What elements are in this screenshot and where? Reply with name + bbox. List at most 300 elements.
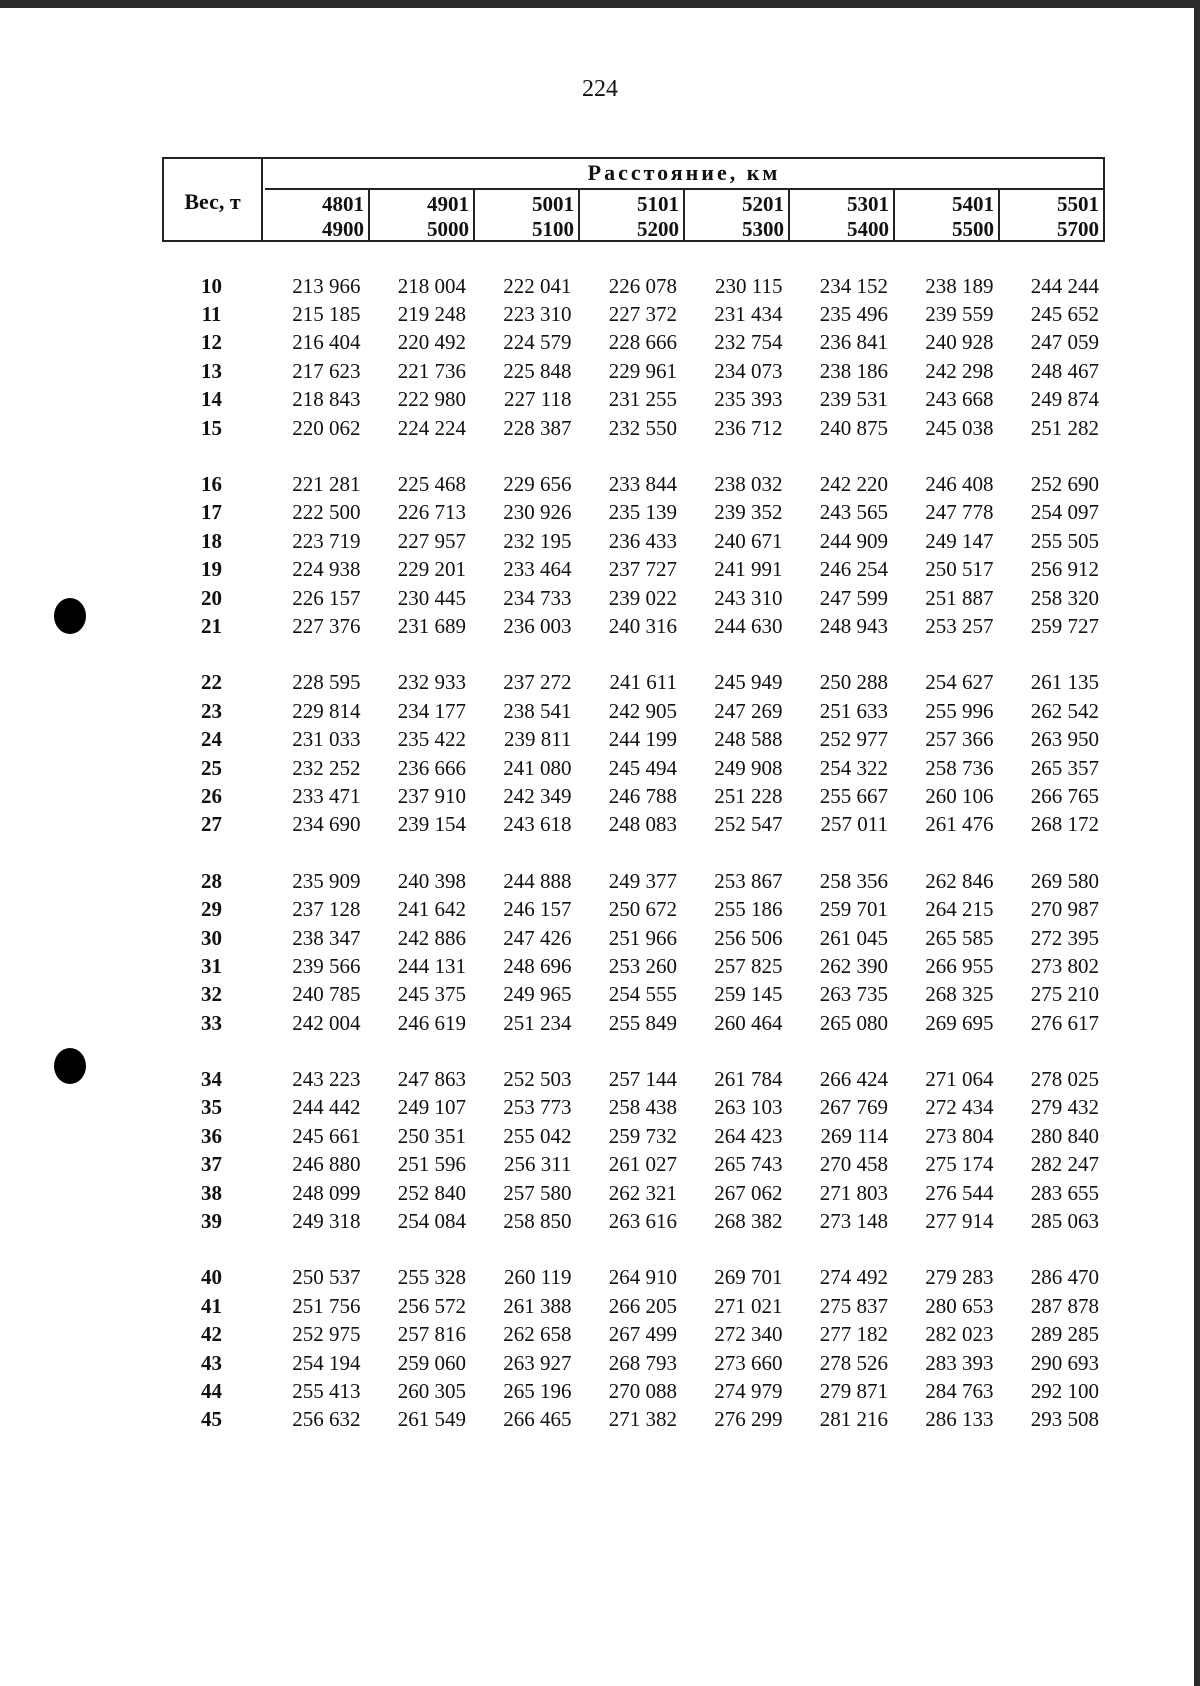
price-cell: 290 693 <box>1030 1350 1099 1375</box>
price-cell: 227 957 <box>397 528 466 553</box>
row-group <box>162 1264 1105 1434</box>
price-cell: 233 464 <box>503 557 572 582</box>
price-cell: 258 320 <box>1030 585 1099 610</box>
price-cell: 256 572 <box>397 1293 466 1318</box>
weight-cell: 19 <box>201 557 222 582</box>
price-cell: 222 500 <box>292 500 361 525</box>
weight-column-header: Вес, т <box>164 159 263 240</box>
table-row <box>162 1349 1105 1377</box>
table-row <box>162 612 1105 640</box>
weight-cell: 43 <box>201 1350 222 1375</box>
price-cell: 227 118 <box>504 387 572 412</box>
price-cell: 262 658 <box>503 1322 572 1347</box>
weight-cell: 20 <box>201 585 222 610</box>
price-cell: 246 157 <box>503 897 572 922</box>
table-row <box>162 329 1105 357</box>
price-cell: 244 199 <box>608 727 677 752</box>
price-cell: 250 517 <box>925 557 994 582</box>
table-row <box>162 1264 1105 1292</box>
price-cell: 244 630 <box>714 613 783 638</box>
price-cell: 255 849 <box>608 1010 677 1035</box>
price-cell: 243 565 <box>819 500 888 525</box>
price-cell: 239 154 <box>397 812 466 837</box>
price-cell: 259 727 <box>1030 613 1099 638</box>
price-cell: 249 908 <box>714 755 783 780</box>
price-cell: 255 186 <box>714 897 783 922</box>
price-cell: 249 107 <box>397 1095 466 1120</box>
range-from: 5001 <box>532 192 574 216</box>
price-cell: 241 611 <box>609 670 677 695</box>
table-header <box>162 157 1105 242</box>
price-cell: 235 496 <box>819 302 888 327</box>
price-cell: 246 788 <box>608 783 677 808</box>
table-row <box>162 952 1105 980</box>
price-cell: 239 531 <box>819 387 888 412</box>
weight-cell: 23 <box>201 698 222 723</box>
price-cell: 269 695 <box>925 1010 994 1035</box>
row-group <box>162 867 1105 1037</box>
price-cell: 254 322 <box>819 755 888 780</box>
price-cell: 257 366 <box>925 727 994 752</box>
price-cell: 252 503 <box>503 1067 572 1092</box>
price-cell: 231 255 <box>608 387 677 412</box>
weight-cell: 36 <box>201 1123 222 1148</box>
price-cell: 286 470 <box>1030 1265 1099 1290</box>
price-cell: 237 727 <box>608 557 677 582</box>
price-cell: 268 793 <box>608 1350 677 1375</box>
price-cell: 255 505 <box>1030 528 1099 553</box>
price-cell: 255 413 <box>292 1378 361 1403</box>
price-cell: 257 580 <box>503 1180 572 1205</box>
price-cell: 277 914 <box>925 1209 994 1234</box>
distance-range-header <box>265 190 370 240</box>
weight-cell: 28 <box>201 868 222 893</box>
weight-cell: 33 <box>201 1010 222 1035</box>
price-cell: 239 811 <box>504 727 572 752</box>
weight-cell: 37 <box>201 1152 222 1177</box>
price-cell: 251 756 <box>292 1293 361 1318</box>
price-cell: 273 660 <box>714 1350 783 1375</box>
price-cell: 239 352 <box>714 500 783 525</box>
price-cell: 254 555 <box>608 982 677 1007</box>
price-cell: 246 880 <box>292 1152 361 1177</box>
price-cell: 236 712 <box>714 415 783 440</box>
price-cell: 271 803 <box>819 1180 888 1205</box>
price-cell: 225 848 <box>503 358 572 383</box>
price-cell: 252 840 <box>397 1180 466 1205</box>
price-cell: 247 599 <box>819 585 888 610</box>
price-cell: 234 733 <box>503 585 572 610</box>
price-cell: 235 139 <box>608 500 677 525</box>
price-cell: 262 390 <box>819 953 888 978</box>
table-row <box>162 414 1105 442</box>
price-cell: 261 476 <box>925 812 994 837</box>
weight-cell: 14 <box>201 387 222 412</box>
price-cell: 233 471 <box>292 783 361 808</box>
price-cell: 271 021 <box>714 1293 783 1318</box>
price-cell: 227 376 <box>292 613 361 638</box>
price-cell: 226 713 <box>397 500 466 525</box>
price-cell: 264 910 <box>608 1265 677 1290</box>
price-cell: 249 377 <box>608 868 677 893</box>
price-cell: 223 719 <box>292 528 361 553</box>
weight-cell: 32 <box>201 982 222 1007</box>
price-cell: 257 144 <box>608 1067 677 1092</box>
price-cell: 265 585 <box>925 925 994 950</box>
price-cell: 260 106 <box>925 783 994 808</box>
price-cell: 240 785 <box>292 982 361 1007</box>
price-cell: 269 580 <box>1030 868 1099 893</box>
price-cell: 274 492 <box>819 1265 888 1290</box>
row-group <box>162 470 1105 640</box>
price-cell: 245 494 <box>608 755 677 780</box>
price-cell: 235 422 <box>397 727 466 752</box>
price-cell: 224 579 <box>503 330 572 355</box>
price-cell: 258 850 <box>503 1209 572 1234</box>
price-cell: 287 878 <box>1030 1293 1099 1318</box>
price-cell: 240 671 <box>714 528 783 553</box>
table-row <box>162 1065 1105 1093</box>
price-cell: 272 434 <box>925 1095 994 1120</box>
price-cell: 281 216 <box>819 1407 888 1432</box>
price-cell: 236 003 <box>503 613 572 638</box>
price-cell: 280 840 <box>1030 1123 1099 1148</box>
price-cell: 239 566 <box>292 953 361 978</box>
table-row <box>162 981 1105 1009</box>
price-cell: 242 905 <box>608 698 677 723</box>
price-cell: 244 909 <box>819 528 888 553</box>
price-cell: 253 867 <box>714 868 783 893</box>
price-cell: 242 886 <box>397 925 466 950</box>
price-cell: 253 773 <box>503 1095 572 1120</box>
price-cell: 258 438 <box>608 1095 677 1120</box>
price-cell: 232 195 <box>503 528 572 553</box>
price-cell: 248 083 <box>608 812 677 837</box>
weight-cell: 17 <box>201 500 222 525</box>
price-cell: 261 027 <box>608 1152 677 1177</box>
weight-cell: 21 <box>201 613 222 638</box>
price-cell: 256 912 <box>1030 557 1099 582</box>
price-cell: 260 305 <box>397 1378 466 1403</box>
weight-cell: 42 <box>201 1322 222 1347</box>
table-row <box>162 697 1105 725</box>
distance-range-header <box>895 190 1000 240</box>
price-cell: 254 194 <box>292 1350 361 1375</box>
price-cell: 279 432 <box>1030 1095 1099 1120</box>
price-cell: 240 875 <box>819 415 888 440</box>
range-to: 5100 <box>532 217 574 241</box>
table-row <box>162 1009 1105 1037</box>
price-cell: 282 247 <box>1030 1152 1099 1177</box>
price-cell: 263 103 <box>714 1095 783 1120</box>
price-cell: 244 131 <box>397 953 466 978</box>
price-cell: 251 234 <box>503 1010 572 1035</box>
price-cell: 245 038 <box>925 415 994 440</box>
price-cell: 265 357 <box>1030 755 1099 780</box>
table-row <box>162 1094 1105 1122</box>
price-cell: 229 814 <box>292 698 361 723</box>
price-cell: 259 145 <box>714 982 783 1007</box>
price-cell: 236 666 <box>397 755 466 780</box>
range-from: 5301 <box>847 192 889 216</box>
price-cell: 247 426 <box>503 925 572 950</box>
price-cell: 263 616 <box>608 1209 677 1234</box>
weight-cell: 38 <box>201 1180 222 1205</box>
price-cell: 268 382 <box>714 1209 783 1234</box>
price-cell: 219 248 <box>397 302 466 327</box>
weight-cell: 27 <box>201 812 222 837</box>
price-cell: 259 060 <box>397 1350 466 1375</box>
price-cell: 213 966 <box>292 273 361 298</box>
price-cell: 247 863 <box>397 1067 466 1092</box>
table-row <box>162 669 1105 697</box>
table-row <box>162 584 1105 612</box>
price-cell: 261 135 <box>1030 670 1099 695</box>
table-row <box>162 470 1105 498</box>
price-cell: 255 996 <box>925 698 994 723</box>
price-cell: 239 559 <box>925 302 994 327</box>
price-cell: 261 549 <box>397 1407 466 1432</box>
price-cell: 255 667 <box>819 783 888 808</box>
price-cell: 270 987 <box>1030 897 1099 922</box>
table-row <box>162 499 1105 527</box>
price-cell: 260 119 <box>504 1265 572 1290</box>
price-cell: 250 351 <box>397 1123 466 1148</box>
range-from: 5101 <box>637 192 679 216</box>
price-cell: 260 464 <box>714 1010 783 1035</box>
price-cell: 264 215 <box>925 897 994 922</box>
price-cell: 255 042 <box>503 1123 572 1148</box>
table-row <box>162 1292 1105 1320</box>
price-cell: 246 254 <box>819 557 888 582</box>
range-to: 5300 <box>742 217 784 241</box>
price-cell: 230 115 <box>715 273 783 298</box>
punch-hole <box>54 598 86 634</box>
price-cell: 244 888 <box>503 868 572 893</box>
price-cell: 284 763 <box>925 1378 994 1403</box>
price-cell: 230 445 <box>397 585 466 610</box>
price-cell: 243 668 <box>925 387 994 412</box>
price-cell: 237 272 <box>503 670 572 695</box>
price-cell: 258 736 <box>925 755 994 780</box>
price-cell: 234 073 <box>714 358 783 383</box>
range-from: 5201 <box>742 192 784 216</box>
price-cell: 259 701 <box>819 897 888 922</box>
price-cell: 251 887 <box>925 585 994 610</box>
price-cell: 218 004 <box>397 273 466 298</box>
price-cell: 266 205 <box>608 1293 677 1318</box>
price-cell: 221 736 <box>397 358 466 383</box>
table-row <box>162 386 1105 414</box>
price-cell: 224 938 <box>292 557 361 582</box>
price-cell: 234 177 <box>397 698 466 723</box>
price-cell: 270 458 <box>819 1152 888 1177</box>
price-cell: 245 949 <box>714 670 783 695</box>
price-cell: 244 442 <box>292 1095 361 1120</box>
weight-cell: 44 <box>201 1378 222 1403</box>
weight-cell: 40 <box>201 1265 222 1290</box>
price-cell: 267 062 <box>714 1180 783 1205</box>
price-cell: 265 080 <box>819 1010 888 1035</box>
table-row <box>162 725 1105 753</box>
price-cell: 275 210 <box>1030 982 1099 1007</box>
table-row <box>162 1377 1105 1405</box>
price-cell: 250 672 <box>608 897 677 922</box>
table-row <box>162 300 1105 328</box>
range-from: 4801 <box>322 192 364 216</box>
price-cell: 258 356 <box>819 868 888 893</box>
price-cell: 229 961 <box>608 358 677 383</box>
price-cell: 268 325 <box>925 982 994 1007</box>
price-cell: 242 349 <box>503 783 572 808</box>
price-cell: 254 627 <box>925 670 994 695</box>
table-row <box>162 867 1105 895</box>
price-cell: 226 078 <box>608 273 677 298</box>
price-cell: 246 619 <box>397 1010 466 1035</box>
price-cell: 275 174 <box>925 1152 994 1177</box>
distance-header: Расстояние, км <box>265 159 1103 190</box>
price-cell: 239 022 <box>608 585 677 610</box>
row-group <box>162 272 1105 442</box>
distance-range-header <box>790 190 895 240</box>
price-cell: 259 732 <box>608 1123 677 1148</box>
price-cell: 286 133 <box>925 1407 994 1432</box>
price-cell: 265 196 <box>503 1378 572 1403</box>
price-cell: 271 064 <box>925 1067 994 1092</box>
price-cell: 229 201 <box>397 557 466 582</box>
price-cell: 279 283 <box>925 1265 994 1290</box>
table-row <box>162 272 1105 300</box>
table-row <box>162 1179 1105 1207</box>
price-cell: 269 701 <box>714 1265 783 1290</box>
price-cell: 241 991 <box>714 557 783 582</box>
price-cell: 238 032 <box>714 472 783 497</box>
price-cell: 256 632 <box>292 1407 361 1432</box>
price-cell: 261 388 <box>503 1293 572 1318</box>
range-to: 5400 <box>847 217 889 241</box>
row-group <box>162 1065 1105 1235</box>
scan-edge-top <box>0 0 1200 8</box>
price-cell: 220 062 <box>292 415 361 440</box>
price-cell: 232 550 <box>608 415 677 440</box>
price-cell: 223 310 <box>503 302 572 327</box>
price-cell: 276 617 <box>1030 1010 1099 1035</box>
price-cell: 248 467 <box>1030 358 1099 383</box>
weight-cell: 30 <box>201 925 222 950</box>
price-cell: 248 099 <box>292 1180 361 1205</box>
price-cell: 293 508 <box>1030 1407 1099 1432</box>
price-cell: 263 927 <box>503 1350 572 1375</box>
price-cell: 256 506 <box>714 925 783 950</box>
price-cell: 235 909 <box>292 868 361 893</box>
punch-hole <box>54 1048 86 1084</box>
distance-range-header <box>370 190 475 240</box>
price-cell: 266 424 <box>819 1067 888 1092</box>
price-cell: 245 652 <box>1030 302 1099 327</box>
price-cell: 273 802 <box>1030 953 1099 978</box>
range-to: 5000 <box>427 217 469 241</box>
price-cell: 241 080 <box>503 755 572 780</box>
price-cell: 253 260 <box>608 953 677 978</box>
tariff-table <box>162 272 1105 1462</box>
price-cell: 232 252 <box>292 755 361 780</box>
price-cell: 233 844 <box>608 472 677 497</box>
range-to: 5500 <box>952 217 994 241</box>
price-cell: 227 372 <box>608 302 677 327</box>
price-cell: 278 526 <box>819 1350 888 1375</box>
price-cell: 247 778 <box>925 500 994 525</box>
range-from: 5501 <box>1057 192 1099 216</box>
weight-cell: 18 <box>201 528 222 553</box>
price-cell: 224 224 <box>397 415 466 440</box>
price-cell: 264 423 <box>714 1123 783 1148</box>
weight-cell: 34 <box>201 1067 222 1092</box>
price-cell: 251 596 <box>397 1152 466 1177</box>
price-cell: 273 148 <box>819 1209 888 1234</box>
price-cell: 257 825 <box>714 953 783 978</box>
price-cell: 250 288 <box>819 670 888 695</box>
price-cell: 251 633 <box>819 698 888 723</box>
price-cell: 221 281 <box>292 472 361 497</box>
price-cell: 237 910 <box>397 783 466 808</box>
price-cell: 228 666 <box>608 330 677 355</box>
price-cell: 228 387 <box>503 415 572 440</box>
price-cell: 242 298 <box>925 358 994 383</box>
price-cell: 231 434 <box>714 302 783 327</box>
distance-range-header <box>685 190 790 240</box>
price-cell: 256 311 <box>504 1152 572 1177</box>
table-row <box>162 1122 1105 1150</box>
weight-cell: 29 <box>201 897 222 922</box>
price-cell: 254 097 <box>1030 500 1099 525</box>
weight-cell: 26 <box>201 783 222 808</box>
price-cell: 263 950 <box>1030 727 1099 752</box>
price-cell: 283 655 <box>1030 1180 1099 1205</box>
price-cell: 217 623 <box>292 358 361 383</box>
price-cell: 215 185 <box>292 302 361 327</box>
price-cell: 236 433 <box>608 528 677 553</box>
range-to: 5200 <box>637 217 679 241</box>
table-row <box>162 895 1105 923</box>
price-cell: 252 690 <box>1030 472 1099 497</box>
price-cell: 268 172 <box>1030 812 1099 837</box>
price-cell: 273 804 <box>925 1123 994 1148</box>
page-number: 224 <box>582 76 618 102</box>
price-cell: 247 269 <box>714 698 783 723</box>
price-cell: 283 393 <box>925 1350 994 1375</box>
price-cell: 243 618 <box>503 812 572 837</box>
price-cell: 251 966 <box>608 925 677 950</box>
distance-range-header <box>580 190 685 240</box>
price-cell: 242 004 <box>292 1010 361 1035</box>
table-row <box>162 1321 1105 1349</box>
range-from: 5401 <box>952 192 994 216</box>
price-cell: 255 328 <box>397 1265 466 1290</box>
price-cell: 238 186 <box>819 358 888 383</box>
price-cell: 278 025 <box>1030 1067 1099 1092</box>
price-cell: 238 189 <box>925 273 994 298</box>
price-cell: 253 257 <box>925 613 994 638</box>
price-cell: 248 943 <box>819 613 888 638</box>
weight-cell: 12 <box>201 330 222 355</box>
price-cell: 241 642 <box>397 897 466 922</box>
price-cell: 269 114 <box>820 1123 888 1148</box>
price-cell: 262 542 <box>1030 698 1099 723</box>
price-cell: 249 147 <box>925 528 994 553</box>
price-cell: 252 547 <box>714 812 783 837</box>
price-cell: 266 955 <box>925 953 994 978</box>
price-cell: 261 045 <box>819 925 888 950</box>
